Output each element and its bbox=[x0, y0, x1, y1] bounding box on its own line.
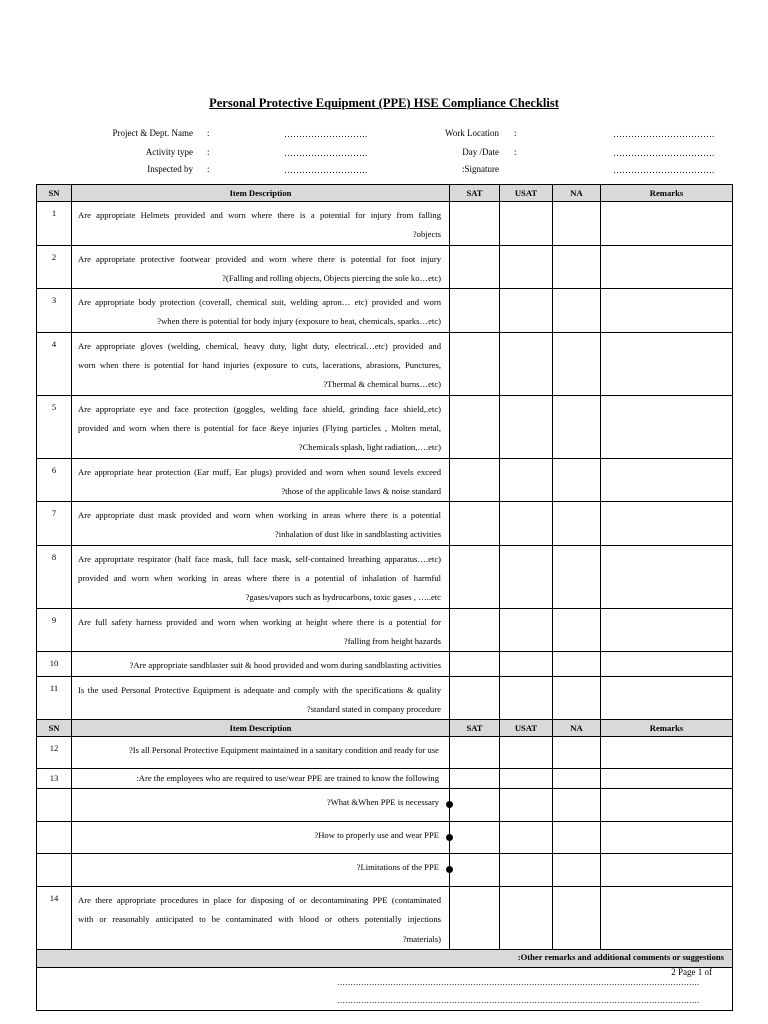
usat-cell[interactable] bbox=[500, 202, 553, 246]
na-cell[interactable] bbox=[553, 652, 601, 676]
row-description bbox=[72, 202, 450, 246]
description-line: Are appropriate Helmets provided and worn where there is a potential for injury from falling bbox=[78, 210, 441, 220]
na-cell[interactable] bbox=[553, 545, 601, 608]
na-cell[interactable] bbox=[553, 458, 601, 502]
project-label: Project & Dept. Name bbox=[112, 128, 193, 138]
na-cell[interactable] bbox=[553, 822, 601, 854]
col-na: NA bbox=[553, 185, 601, 202]
remarks-cell[interactable] bbox=[601, 608, 733, 652]
remarks-cell[interactable] bbox=[601, 676, 733, 720]
remarks-cell[interactable] bbox=[601, 245, 733, 289]
usat-cell[interactable] bbox=[500, 676, 553, 720]
description-line: ?falling from height hazards bbox=[343, 635, 441, 646]
na-cell[interactable] bbox=[553, 289, 601, 333]
row-sn: 11 bbox=[37, 676, 72, 720]
col-remarks: Remarks bbox=[601, 185, 733, 202]
note-line: ………………………………………………………………………………………………………………………. bbox=[337, 978, 699, 988]
description-line: Are appropriate body protection (coverall, chemical suit, welding apron… etc) provided and worn bbox=[78, 297, 441, 308]
na-cell[interactable] bbox=[553, 789, 601, 822]
signature-label: :Signature bbox=[462, 164, 499, 174]
colon: : bbox=[207, 147, 210, 157]
usat-cell[interactable] bbox=[500, 502, 553, 546]
na-cell[interactable] bbox=[553, 395, 601, 458]
row-sn: 8 bbox=[37, 545, 72, 608]
colon: : bbox=[207, 128, 210, 138]
remarks-cell[interactable] bbox=[601, 202, 733, 246]
table-row bbox=[37, 332, 733, 395]
usat-cell[interactable] bbox=[500, 608, 553, 652]
remarks-cell[interactable] bbox=[601, 652, 733, 676]
table-header-row bbox=[37, 185, 733, 202]
work-location-label: Work Location bbox=[444, 128, 499, 138]
table-row bbox=[37, 202, 733, 246]
remarks-cell[interactable] bbox=[601, 545, 733, 608]
sat-cell[interactable] bbox=[450, 545, 500, 608]
sat-cell[interactable] bbox=[450, 822, 500, 854]
description-line: ?Chemicals splash, light radiation,….etc) bbox=[298, 442, 441, 453]
row-sn: 10 bbox=[37, 652, 72, 676]
row-sn: 9 bbox=[37, 608, 72, 652]
notes-row bbox=[37, 968, 733, 1011]
sat-cell[interactable] bbox=[450, 332, 500, 395]
row-sn: 2 bbox=[37, 245, 72, 289]
usat-cell[interactable] bbox=[500, 789, 553, 822]
col-usat: USAT bbox=[500, 185, 553, 202]
table-row bbox=[37, 502, 733, 546]
bullet-item bbox=[72, 822, 450, 854]
sat-cell[interactable] bbox=[450, 769, 500, 789]
col-sat: SAT bbox=[450, 185, 500, 202]
row-description bbox=[72, 608, 450, 652]
usat-cell[interactable] bbox=[500, 822, 553, 854]
checklist-table bbox=[36, 184, 733, 1011]
description-line: Are appropriate eye and face protection (goggles, welding face shield, grinding face shield,.etc) bbox=[78, 403, 441, 414]
col-na: NA bbox=[553, 720, 601, 737]
row-sn: 3 bbox=[37, 289, 72, 333]
row-description bbox=[72, 545, 450, 608]
remarks-cell[interactable] bbox=[601, 332, 733, 395]
work-location-field[interactable]: ……………………………. bbox=[613, 129, 715, 139]
sat-cell[interactable] bbox=[450, 395, 500, 458]
sat-cell[interactable] bbox=[450, 676, 500, 720]
row-description bbox=[72, 502, 450, 546]
description-line: ?objects bbox=[412, 229, 441, 240]
colon: : bbox=[514, 128, 517, 138]
usat-cell[interactable] bbox=[500, 545, 553, 608]
note-line: ………………………………………………………………………………………………………………………. bbox=[337, 996, 699, 1006]
remarks-cell[interactable] bbox=[601, 395, 733, 458]
usat-cell[interactable] bbox=[500, 395, 553, 458]
bullet-text: ?What &When PPE is necessary bbox=[326, 797, 439, 808]
table-row bbox=[37, 458, 733, 502]
notes-field[interactable] bbox=[37, 968, 733, 1011]
usat-cell[interactable] bbox=[500, 652, 553, 676]
description-line: Are appropriate gloves (welding, chemical, heavy duty, light duty, electrical…etc) provided and bbox=[78, 340, 441, 351]
row-description: ?Is all Personal Protective Equipment maintained in a sanitary condition and ready for use bbox=[72, 737, 450, 769]
remarks-cell[interactable] bbox=[601, 502, 733, 546]
day-date-label: Day /Date bbox=[462, 147, 499, 157]
row-description bbox=[72, 458, 450, 502]
usat-cell[interactable] bbox=[500, 737, 553, 769]
sat-cell[interactable] bbox=[450, 458, 500, 502]
table-row bbox=[37, 289, 733, 333]
colon: : bbox=[514, 147, 517, 157]
sat-cell[interactable] bbox=[450, 202, 500, 246]
col-sn: SN bbox=[37, 720, 72, 737]
colon: : bbox=[207, 164, 210, 174]
sat-cell[interactable] bbox=[450, 854, 500, 887]
description-line: ?when there is potential for body injury (exposure to heat, chemicals, sparks…etc) bbox=[157, 316, 441, 327]
usat-cell[interactable] bbox=[500, 332, 553, 395]
description-line: ?(Falling and rolling objects, Objects piercing the sole ko…etc) bbox=[222, 272, 441, 283]
col-remarks: Remarks bbox=[601, 720, 733, 737]
row-description bbox=[72, 395, 450, 458]
table-row bbox=[37, 652, 733, 676]
bullet-item bbox=[72, 854, 450, 887]
inspected-field[interactable]: ………………………. bbox=[284, 165, 368, 175]
sat-cell[interactable] bbox=[450, 737, 500, 769]
description-line: with or reasonably anticipated to be contaminated with blood or others potentially injections bbox=[78, 914, 441, 925]
description-line: ?Thermal & chemical burns…etc) bbox=[323, 379, 441, 390]
description-line: ?materials) bbox=[402, 933, 441, 944]
table-header-row bbox=[37, 720, 733, 737]
description-line: Is the used Personal Protective Equipment is adequate and comply with the specifications & quality bbox=[78, 684, 441, 695]
usat-cell[interactable] bbox=[500, 289, 553, 333]
row-description bbox=[72, 245, 450, 289]
na-cell[interactable] bbox=[553, 502, 601, 546]
table-row bbox=[37, 854, 733, 887]
remarks-cell[interactable] bbox=[601, 887, 733, 950]
table-row bbox=[37, 395, 733, 458]
table-row bbox=[37, 822, 733, 854]
project-field[interactable]: ………………………. bbox=[284, 129, 368, 139]
page-footer: 2 Page 1 of bbox=[671, 967, 712, 977]
sat-cell[interactable] bbox=[450, 652, 500, 676]
na-cell[interactable] bbox=[553, 202, 601, 246]
na-cell[interactable] bbox=[553, 769, 601, 789]
activity-field[interactable]: ………………………. bbox=[284, 148, 368, 158]
col-usat: USAT bbox=[500, 720, 553, 737]
remarks-cell[interactable] bbox=[601, 458, 733, 502]
na-cell[interactable] bbox=[553, 608, 601, 652]
document-title: Personal Protective Equipment (PPE) HSE Compliance Checklist bbox=[209, 96, 559, 110]
row-sn: 14 bbox=[37, 887, 72, 950]
description-line: ?gases/vapors such as hydrocarbons, toxic gases , …..etc bbox=[245, 592, 441, 603]
row-sn: 12 bbox=[37, 737, 72, 769]
table-row bbox=[37, 545, 733, 608]
description-line: ?standard stated in company procedure bbox=[306, 703, 441, 714]
table-row bbox=[37, 887, 733, 950]
row-sn: 5 bbox=[37, 395, 72, 458]
row-sn: 1 bbox=[37, 202, 72, 246]
description-line: worn when there is potential for hand injuries (exposure to cuts, lacerations, abrasions, Punctures, bbox=[78, 360, 441, 371]
description-line: Are full safety harness provided and worn when working at height where there is a potential for bbox=[78, 616, 441, 627]
table-row bbox=[37, 676, 733, 720]
bullet-text: ?How to properly use and wear PPE bbox=[314, 830, 439, 841]
other-remarks-label: :Other remarks and additional comments or suggestions bbox=[37, 950, 733, 968]
remarks-cell[interactable] bbox=[601, 769, 733, 789]
day-date-field[interactable]: ……………………………. bbox=[613, 148, 715, 158]
na-cell[interactable] bbox=[553, 854, 601, 887]
remarks-cell[interactable] bbox=[601, 289, 733, 333]
description-line: ?Are appropriate sandblaster suit & hood provided and worn during sandblasting activities bbox=[129, 660, 441, 671]
signature-field[interactable]: ……………………………. bbox=[613, 165, 715, 175]
col-sat: SAT bbox=[450, 720, 500, 737]
description-line: ?those of the applicable laws & noise standard bbox=[281, 485, 441, 496]
row-description bbox=[72, 289, 450, 333]
description-line: provided and worn when working in areas where there is a potential of inhalation of harmful bbox=[78, 573, 441, 584]
sat-cell[interactable] bbox=[450, 245, 500, 289]
description-line: Are appropriate respirator (half face mask, full face mask, self-contained breathing apparatus….etc) bbox=[78, 553, 441, 564]
table-row bbox=[37, 769, 733, 789]
remarks-cell[interactable] bbox=[601, 737, 733, 769]
remarks-cell[interactable] bbox=[601, 854, 733, 887]
remarks-cell[interactable] bbox=[601, 822, 733, 854]
usat-cell[interactable] bbox=[500, 887, 553, 950]
usat-cell[interactable] bbox=[500, 458, 553, 502]
na-cell[interactable] bbox=[553, 245, 601, 289]
usat-cell[interactable] bbox=[500, 769, 553, 789]
usat-cell[interactable] bbox=[500, 245, 553, 289]
row-description bbox=[72, 887, 450, 950]
table-row bbox=[37, 245, 733, 289]
remarks-cell[interactable] bbox=[601, 789, 733, 822]
activity-label: Activity type bbox=[145, 147, 193, 157]
table-row bbox=[37, 737, 733, 769]
col-sn: SN bbox=[37, 185, 72, 202]
description-line: Are there appropriate procedures in place for disposing of or decontaminating PPE (contaminated bbox=[78, 895, 441, 906]
description-line: Are appropriate protective footwear provided and worn where there is potential for foot injury bbox=[78, 253, 441, 264]
row-description bbox=[72, 652, 450, 676]
sat-cell[interactable] bbox=[450, 887, 500, 950]
description-line: provided and worn when there is potential for face &eye injuries (Flying particles , Molten metal, bbox=[78, 422, 441, 433]
na-cell[interactable] bbox=[553, 887, 601, 950]
table-row bbox=[37, 789, 733, 822]
row-sn: 13 bbox=[37, 769, 72, 789]
row-sn: 4 bbox=[37, 332, 72, 395]
sat-cell[interactable] bbox=[450, 608, 500, 652]
sat-cell[interactable] bbox=[450, 289, 500, 333]
row-sn: 7 bbox=[37, 502, 72, 546]
na-cell[interactable] bbox=[553, 676, 601, 720]
row-description: :Are the employees who are required to use/wear PPE are trained to know the following bbox=[72, 769, 450, 789]
row-sn: 6 bbox=[37, 458, 72, 502]
col-item-description: Item Description bbox=[72, 185, 450, 202]
col-item-description: Item Description bbox=[72, 720, 450, 737]
row-description bbox=[72, 332, 450, 395]
row-description bbox=[72, 676, 450, 720]
description-line: Are appropriate hear protection (Ear muff, Ear plugs) provided and worn when sound levels exceed bbox=[78, 466, 441, 477]
na-cell[interactable] bbox=[553, 737, 601, 769]
sat-cell[interactable] bbox=[450, 789, 500, 822]
na-cell[interactable] bbox=[553, 332, 601, 395]
other-remarks-header bbox=[37, 950, 733, 968]
inspected-label: Inspected by bbox=[147, 164, 193, 174]
description-line: ?inhalation of dust like in sandblasting activities bbox=[274, 529, 441, 540]
bullet-item bbox=[72, 789, 450, 822]
bullet-text: ?Limitations of the PPE bbox=[356, 862, 439, 873]
table-row bbox=[37, 608, 733, 652]
description-line: Are appropriate dust mask provided and worn when working in areas where there is a potential bbox=[78, 510, 441, 521]
sat-cell[interactable] bbox=[450, 502, 500, 546]
usat-cell[interactable] bbox=[500, 854, 553, 887]
